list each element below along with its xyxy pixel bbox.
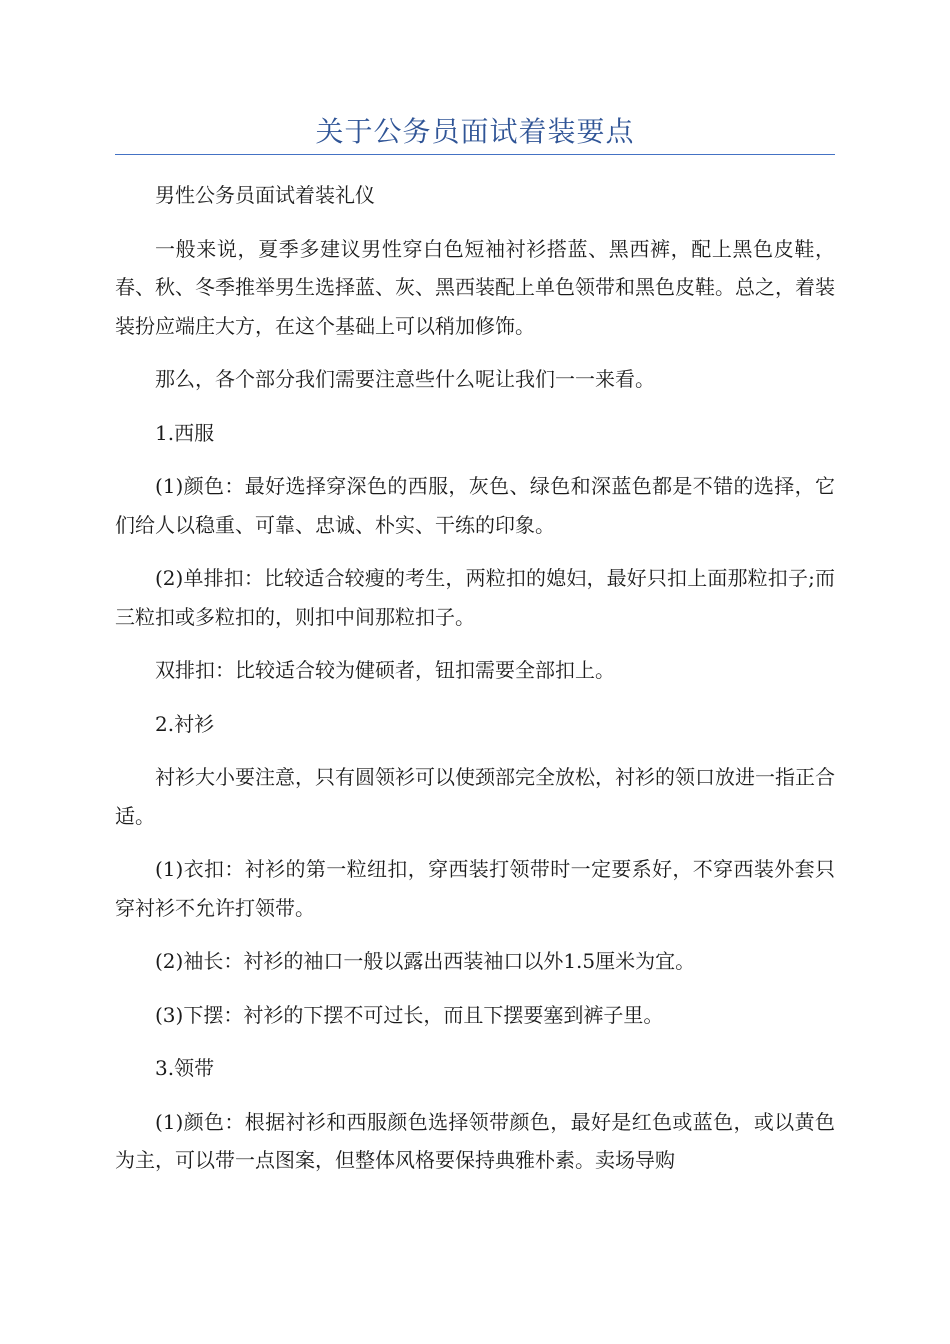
section-heading-suit: 1.西服 bbox=[155, 420, 215, 445]
section-heading-shirt: 2.衬衫 bbox=[155, 711, 215, 736]
section-heading-tie: 3.领带 bbox=[155, 1056, 215, 1080]
paragraph: 那么，各个部分我们需要注意些什么呢让我们一一来看。 bbox=[155, 367, 655, 391]
paragraph: (2)单排扣：比较适合较瘦的考生，两粒扣的媳妇，最好只扣上面那粒扣子;而三粒扣或多粒扣的，则扣中间那粒扣子。 bbox=[115, 566, 835, 629]
paragraph: 一般来说，夏季多建议男性穿白色短袖衬衫搭蓝、黑西裤，配上黑色皮鞋，春、秋、冬季推举男生选择蓝、灰、黑西装配上单色领带和黑色皮鞋。总之，着装装扮应端庄大方，在这个基础上可以稍加修饰。 bbox=[115, 236, 835, 338]
paragraph: (3)下摆：衬衫的下摆不可过长，而且下摆要塞到裤子里。 bbox=[155, 1002, 664, 1027]
paragraph: 衬衫大小要注意，只有圆领衫可以使颈部完全放松，衬衫的领口放进一指正合适。 bbox=[115, 765, 835, 828]
paragraph: (1)颜色：最好选择穿深色的西服，灰色、绿色和深蓝色都是不错的选择，它们给人以稳重、可靠、忠诚、朴实、干练的印象。 bbox=[115, 474, 835, 537]
paragraph: (1)衣扣：衬衫的第一粒纽扣，穿西装打领带时一定要系好，不穿西装外套只穿衬衫不允许打领带。 bbox=[115, 857, 835, 920]
document-title: 关于公务员面试着装要点 bbox=[315, 115, 635, 148]
paragraph: (2)袖长：衬衫的袖口一般以露出西装袖口以外1.5厘米为宜。 bbox=[155, 949, 696, 973]
title-underline bbox=[115, 154, 835, 155]
document-body bbox=[115, 176, 835, 1195]
paragraph-heading: 男性公务员面试着装礼仪 bbox=[155, 183, 375, 207]
paragraph: 双排扣：比较适合较为健硕者，钮扣需要全部扣上。 bbox=[155, 658, 615, 682]
paragraph: (1)颜色：根据衬衫和西服颜色选择领带颜色，最好是红色或蓝色，或以黄色为主，可以带一点图案，但整体风格要保持典雅朴素。卖场导购 bbox=[115, 1109, 835, 1172]
